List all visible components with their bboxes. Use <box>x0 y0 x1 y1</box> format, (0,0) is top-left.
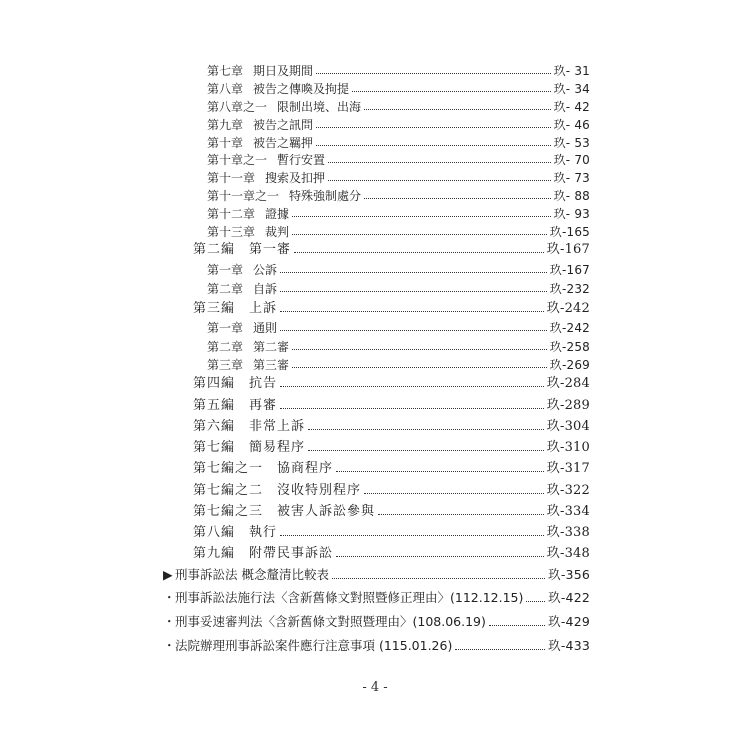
toc-entry-page: 玖-242 <box>546 301 590 316</box>
toc-entry-label: 第八章 <box>207 82 244 96</box>
toc-entry-text: 刑事妥速審判法〈含新舊條文對照暨理由〉(108.06.19) <box>175 614 486 629</box>
toc-entry-label: 第五編 <box>193 398 236 413</box>
toc-entry-text: 第三審 <box>253 358 290 372</box>
toc-entry-label: 第二章 <box>207 340 244 354</box>
toc-entry-title <box>207 208 289 220</box>
toc-entry-page: 玖-167 <box>546 242 590 257</box>
toc-entry-title <box>193 526 277 539</box>
dot-leader <box>280 330 547 331</box>
toc-entry-text: 沒收特別程序 <box>277 483 362 498</box>
toc-entry-label: 第二編 <box>193 242 236 257</box>
dot-leader <box>364 109 551 110</box>
toc-entry <box>207 341 590 353</box>
dot-leader <box>328 180 551 181</box>
toc-entry-title <box>207 341 289 353</box>
dot-leader <box>316 73 551 74</box>
toc-entry-title <box>163 592 523 605</box>
toc-entry-label: 第八編 <box>193 525 236 540</box>
dot-leader <box>336 471 544 472</box>
toc-entry-text: 被告之傳喚及拘提 <box>253 82 350 96</box>
toc-entry-label: 第三章 <box>207 358 244 372</box>
toc-entry-page: 玖-433 <box>548 638 590 653</box>
toc-entry-text: 限制出境、出海 <box>277 100 362 114</box>
toc-entry <box>207 65 590 77</box>
toc-entry <box>207 208 590 220</box>
toc-entry-page: 玖-258 <box>549 340 590 354</box>
dot-leader <box>292 216 551 217</box>
toc-entry <box>193 243 590 256</box>
toc-entry <box>207 226 590 238</box>
dot-leader <box>280 386 544 387</box>
dot-leader <box>364 493 544 494</box>
toc-entry-label: 第七編之三 <box>193 504 264 519</box>
toc-entry <box>207 119 590 131</box>
toc-entry-label: 第四編 <box>193 376 236 391</box>
toc-entry-page: 玖-348 <box>546 546 590 561</box>
toc-entry-label: 第十章 <box>207 136 244 150</box>
toc-entry-page: 玖- 31 <box>553 64 590 78</box>
toc-entry-title <box>207 172 325 184</box>
toc-entry-label: 第十一章 <box>207 171 256 185</box>
toc-entry-page: 玖-304 <box>546 419 590 434</box>
toc-entry <box>207 359 590 371</box>
toc-entry-title <box>207 283 277 295</box>
toc-entry-text: 期日及期間 <box>253 64 314 78</box>
toc-entry <box>193 484 590 497</box>
toc-entry-text: 第二審 <box>253 340 290 354</box>
toc-entry-title <box>193 462 333 475</box>
toc-entry-page: 玖-429 <box>548 614 590 629</box>
toc-entry-title <box>193 441 305 454</box>
toc-entry-page: 玖-167 <box>549 263 590 277</box>
toc-entry-label: 第三編 <box>193 301 236 316</box>
toc-entry <box>207 172 590 184</box>
dot-leader <box>294 252 544 253</box>
dot-leader <box>332 578 545 579</box>
toc-entry <box>163 640 590 653</box>
toc-entry-page: 玖-232 <box>549 282 590 296</box>
toc-entry <box>193 420 590 433</box>
toc-entry-title <box>207 101 361 113</box>
toc-entry-label: 第七編之二 <box>193 483 264 498</box>
toc-entry <box>193 547 590 560</box>
toc-entry-label: 第七編之一 <box>193 461 264 476</box>
toc-entry-title <box>207 264 277 276</box>
toc-entry-text: 第一審 <box>249 242 292 257</box>
toc-entry-page: 玖- 93 <box>553 207 590 221</box>
toc-entry-label: 第八章之一 <box>207 100 268 114</box>
toc-entry-label: 第十三章 <box>207 225 256 239</box>
dot-leader <box>336 556 544 557</box>
toc-entry-page: 玖-310 <box>546 440 590 455</box>
toc-entry-label: 第十一章之一 <box>207 189 280 203</box>
dot-leader <box>280 311 544 312</box>
toc-entry-title <box>193 420 305 433</box>
bullet-icon: ▶ <box>163 567 173 582</box>
toc-entry-page: 玖- 46 <box>553 118 590 132</box>
dot-leader <box>328 162 551 163</box>
toc-entry-label: 第九編 <box>193 546 236 561</box>
toc-entry-title <box>207 322 277 334</box>
toc-entry-title <box>193 505 375 518</box>
dot-leader <box>308 429 544 430</box>
toc-entry-page: 玖-242 <box>549 321 590 335</box>
toc-entry <box>193 462 590 475</box>
toc-entry <box>207 83 590 95</box>
toc-entry-text: 再審 <box>249 398 278 413</box>
bullet-icon: ・ <box>163 614 176 629</box>
dot-leader <box>280 408 544 409</box>
dot-leader <box>280 291 547 292</box>
toc-entry-label: 第一章 <box>207 263 244 277</box>
toc-entry-title <box>207 190 361 202</box>
toc-entry-page: 玖- 73 <box>553 171 590 185</box>
toc-entry-title <box>207 226 289 238</box>
toc-entry <box>207 137 590 149</box>
toc-entry-text: 抗告 <box>249 376 278 391</box>
toc-entry-text: 刑事訴訟法 概念釐清比較表 <box>175 567 329 582</box>
toc-entry-title <box>163 640 452 653</box>
toc-entry-page: 玖- 88 <box>553 189 590 203</box>
toc-entry <box>163 616 590 629</box>
dot-leader <box>280 535 544 536</box>
toc-entry-label: 第七章 <box>207 64 244 78</box>
dot-leader <box>352 91 551 92</box>
toc-entry-title <box>207 359 289 371</box>
dot-leader <box>316 127 551 128</box>
dot-leader <box>364 198 551 199</box>
dot-leader <box>526 601 545 602</box>
toc-entry-text: 被告之訊問 <box>253 118 314 132</box>
toc-entry-page: 玖- 42 <box>553 100 590 114</box>
toc-entry-page: 玖- 70 <box>553 153 590 167</box>
toc-entry-text: 刑事訴訟法施行法〈含新舊條文對照暨修正理由〉(112.12.15) <box>175 590 524 605</box>
toc-entry <box>193 441 590 454</box>
toc-entry-page: 玖-422 <box>548 590 590 605</box>
toc-entry-label: 第十二章 <box>207 207 256 221</box>
toc-entry-text: 被告之羈押 <box>253 136 314 150</box>
toc-entry-page: 玖- 53 <box>553 136 590 150</box>
toc-entry-text: 附帶民事訴訟 <box>249 546 334 561</box>
toc-entry <box>207 322 590 334</box>
toc-entry <box>207 101 590 113</box>
dot-leader <box>280 272 547 273</box>
toc-entry-label: 第一章 <box>207 321 244 335</box>
toc-entry <box>193 377 590 390</box>
toc-entry-text: 非常上訴 <box>249 419 306 434</box>
toc-entry-text: 簡易程序 <box>249 440 306 455</box>
toc-entry-label: 第六編 <box>193 419 236 434</box>
toc-entry-label: 第七編 <box>193 440 236 455</box>
toc-entry-page: 玖- 34 <box>553 82 590 96</box>
toc-entry <box>193 526 590 539</box>
toc-entry-text: 裁判 <box>265 225 290 239</box>
toc-entry-page: 玖-269 <box>549 358 590 372</box>
toc-entry-title <box>207 83 349 95</box>
dot-leader <box>489 625 545 626</box>
toc-entry-text: 被害人訴訟參與 <box>277 504 376 519</box>
toc-entry-text: 上訴 <box>249 301 278 316</box>
toc-entry-text: 協商程序 <box>277 461 334 476</box>
toc-entry <box>207 264 590 276</box>
toc-entry-title <box>193 243 291 256</box>
toc-entry-page: 玖-284 <box>546 376 590 391</box>
toc-entry-label: 第九章 <box>207 118 244 132</box>
toc-entry-title <box>207 154 325 166</box>
toc-entry-page: 玖-338 <box>546 525 590 540</box>
toc-entry-page: 玖-317 <box>546 461 590 476</box>
toc-entry-label: 第十章之一 <box>207 153 268 167</box>
toc-entry-title <box>207 119 313 131</box>
bullet-icon: ・ <box>163 590 176 605</box>
toc-entry-page: 玖-356 <box>548 567 590 582</box>
toc-entry-text: 暫行安置 <box>277 153 326 167</box>
toc-entry-text: 通則 <box>253 321 278 335</box>
toc-entry-text: 搜索及扣押 <box>265 171 326 185</box>
toc-entry-page: 玖-334 <box>546 504 590 519</box>
toc-entry-page: 玖-289 <box>546 398 590 413</box>
toc-entry-label: 第二章 <box>207 282 244 296</box>
toc-entry-title <box>207 137 313 149</box>
toc-entry <box>207 283 590 295</box>
toc-entry-text: 公訴 <box>253 263 278 277</box>
page-number: - 4 - <box>362 680 388 695</box>
toc-entry <box>193 399 590 412</box>
dot-leader <box>316 145 551 146</box>
toc-entry-title <box>193 377 277 390</box>
toc-entry-title <box>193 547 333 560</box>
toc-entry <box>193 505 590 518</box>
toc-entry <box>207 190 590 202</box>
toc-entry-page: 玖-322 <box>546 483 590 498</box>
dot-leader <box>292 367 547 368</box>
toc-entry <box>193 302 590 315</box>
toc-entry-text: 證據 <box>265 207 290 221</box>
toc-entry <box>163 592 590 605</box>
bullet-icon: ・ <box>163 638 176 653</box>
toc-entry-title <box>193 302 277 315</box>
dot-leader <box>292 349 547 350</box>
toc-entry-title <box>163 569 329 582</box>
toc-entry-page: 玖-165 <box>549 225 590 239</box>
toc-entry-text: 自訴 <box>253 282 278 296</box>
dot-leader <box>292 234 547 235</box>
dot-leader <box>378 514 544 515</box>
toc-entry-text: 法院辦理刑事訴訟案件應行注意事項 (115.01.26) <box>175 638 453 653</box>
dot-leader <box>455 649 545 650</box>
toc-entry-text: 執行 <box>249 525 278 540</box>
toc-entry-title <box>193 484 361 497</box>
dot-leader <box>308 450 544 451</box>
toc-entry <box>207 154 590 166</box>
toc-entry-text: 特殊強制處分 <box>289 189 362 203</box>
toc-entry-title <box>193 399 277 412</box>
toc-entry <box>163 569 590 582</box>
toc-entry-title <box>163 616 486 629</box>
toc-entry-title <box>207 65 313 77</box>
